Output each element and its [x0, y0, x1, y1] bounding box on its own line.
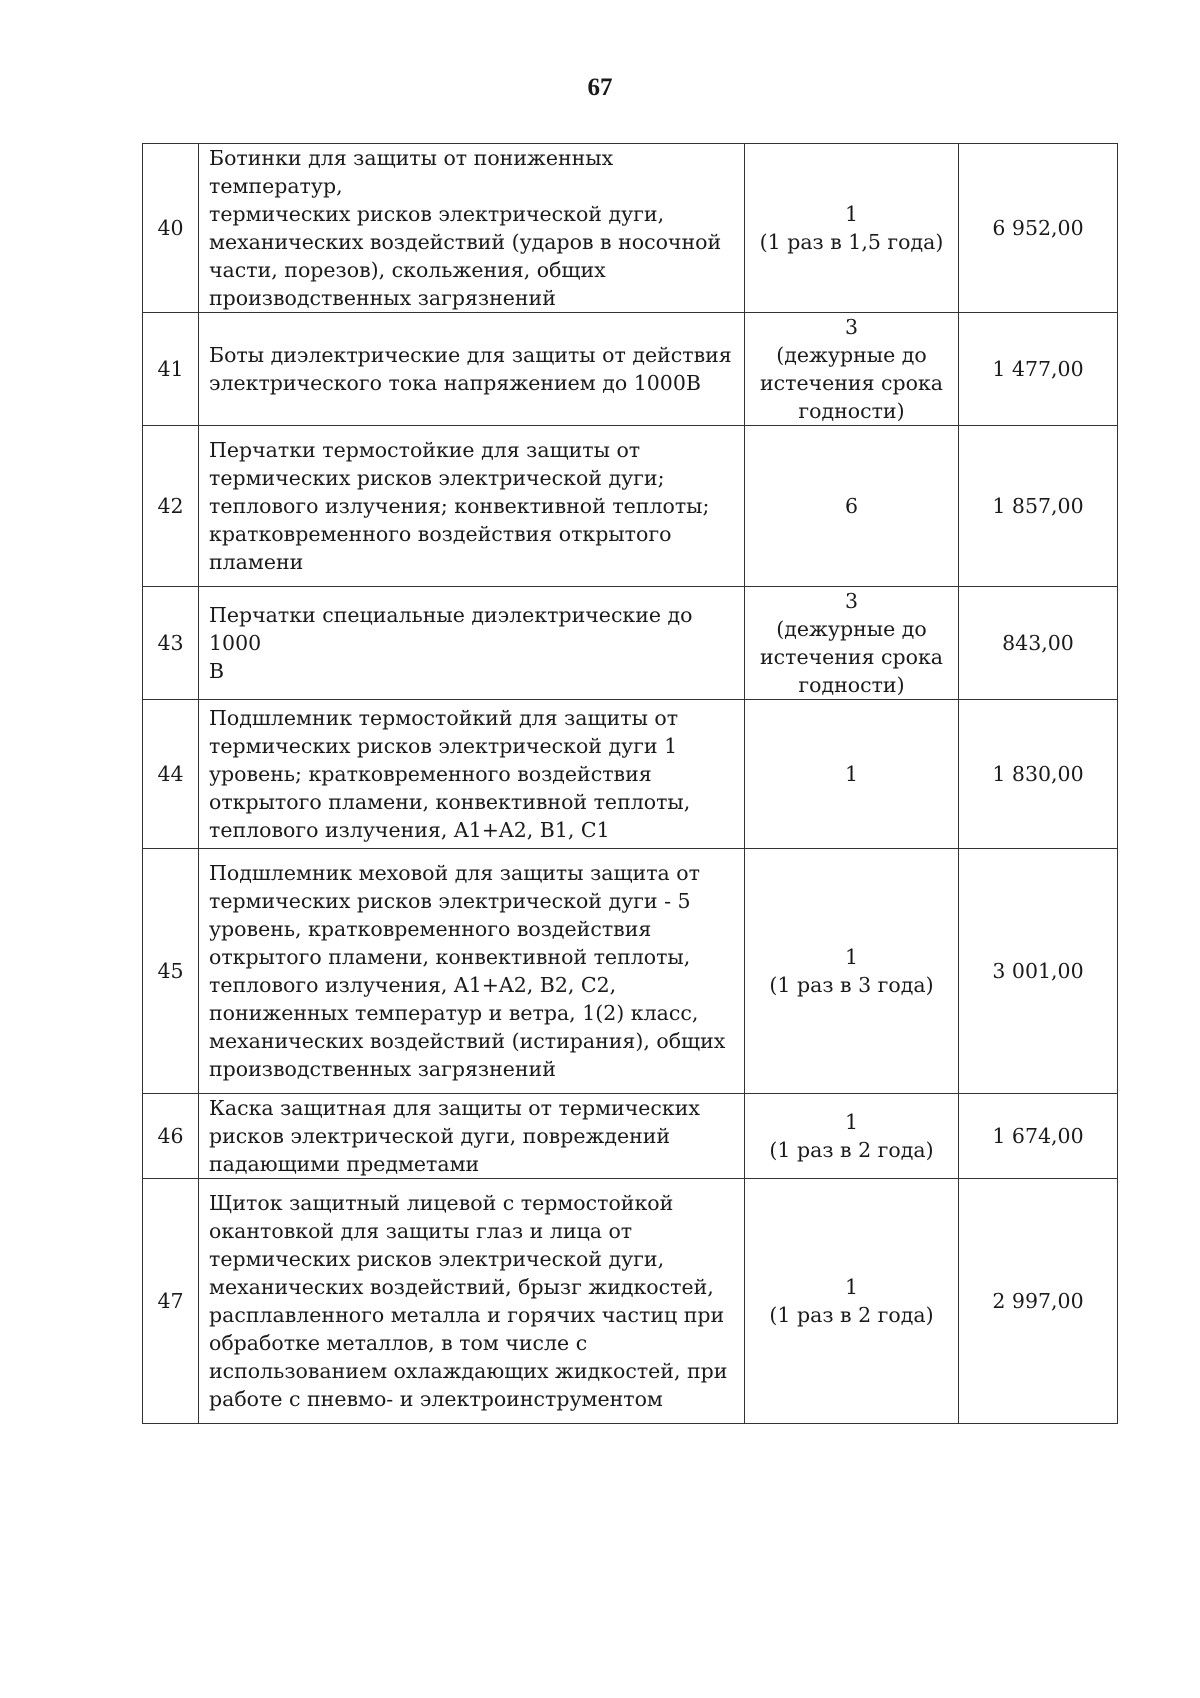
page-number: 67	[587, 74, 613, 101]
row-number: 41	[143, 313, 199, 426]
item-quantity-line: 3	[844, 315, 859, 339]
item-quantity-line: (1 раз в 2 года)	[769, 1303, 934, 1327]
item-name-line: производственных загрязнений	[209, 1057, 556, 1081]
row-number: 47	[143, 1179, 199, 1424]
item-quantity-line: истечения срока	[759, 645, 944, 669]
item-name-line: механических воздействий (ударов в носочной	[209, 230, 722, 254]
item-quantity-line: 1	[844, 1110, 859, 1134]
item-name-line: части, порезов), скольжения, общих	[209, 258, 606, 282]
item-price: 2 997,00	[959, 1179, 1118, 1424]
item-name-line: кратковременного воздействия открытого	[209, 522, 672, 546]
item-name-line: механических воздействий, брызг жидкостей,	[209, 1275, 714, 1299]
item-name-line: Каска защитная для защиты от термических	[209, 1096, 700, 1120]
item-quantity-line: 1	[844, 202, 859, 226]
item-name-line: термических рисков электрической дуги;	[209, 466, 665, 490]
item-quantity-line: (дежурные до	[776, 617, 927, 641]
item-name	[199, 700, 745, 849]
item-quantity	[745, 587, 959, 700]
item-name	[199, 144, 745, 313]
item-name-line: термических рисков электрической дуги,	[209, 1247, 665, 1271]
item-name	[199, 426, 745, 587]
item-name-line: окантовкой для защиты глаз и лица от	[209, 1219, 633, 1243]
item-name-line: расплавленного металла и горячих частиц при	[209, 1303, 725, 1327]
item-name-line: Перчатки специальные диэлектрические до 1000	[209, 603, 693, 655]
item-name-line: Перчатки термостойкие для защиты от	[209, 438, 641, 462]
item-price: 1 857,00	[959, 426, 1118, 587]
item-quantity	[745, 849, 959, 1094]
item-name-line: В	[209, 659, 225, 683]
item-price: 3 001,00	[959, 849, 1118, 1094]
item-name-line: термических рисков электрической дуги 1	[209, 734, 678, 758]
item-quantity	[745, 426, 959, 587]
row-number: 42	[143, 426, 199, 587]
item-name-line: пламени	[209, 550, 304, 574]
item-name-line: Боты диэлектрические для защиты от действия	[209, 343, 732, 367]
item-name-line: электрического тока напряжением до 1000В	[209, 371, 701, 395]
table-row	[143, 587, 1118, 700]
item-name-line: уровень, кратковременного воздействия	[209, 917, 652, 941]
item-name-line: обработке металлов, в том числе с	[209, 1331, 588, 1355]
item-quantity	[745, 1094, 959, 1179]
item-quantity-line: (1 раз в 3 года)	[769, 973, 934, 997]
item-quantity	[745, 1179, 959, 1424]
item-name	[199, 313, 745, 426]
item-name-line: производственных загрязнений	[209, 286, 556, 310]
item-price: 1 477,00	[959, 313, 1118, 426]
item-price: 6 952,00	[959, 144, 1118, 313]
table-row	[143, 313, 1118, 426]
row-number: 43	[143, 587, 199, 700]
item-quantity-line: 3	[844, 589, 859, 613]
item-quantity-line: 1	[844, 762, 859, 786]
item-name-line: рисков электрической дуги, повреждений	[209, 1124, 671, 1148]
item-name-line: падающими предметами	[209, 1152, 480, 1176]
item-name	[199, 1179, 745, 1424]
table-row	[143, 144, 1118, 313]
item-name-line: Подшлемник меховой для защиты защита от	[209, 861, 700, 885]
item-name-line: уровень; кратковременного воздействия	[209, 762, 652, 786]
item-name-line: механических воздействий (истирания), общих	[209, 1029, 726, 1053]
item-name-line: термических рисков электрической дуги,	[209, 202, 665, 226]
item-name	[199, 587, 745, 700]
item-quantity-line: (1 раз в 2 года)	[769, 1138, 934, 1162]
item-quantity	[745, 313, 959, 426]
ppe-table	[142, 143, 1118, 1424]
item-quantity	[745, 700, 959, 849]
table-body	[143, 144, 1118, 1424]
table-row	[143, 1094, 1118, 1179]
item-quantity-line: истечения срока	[759, 371, 944, 395]
item-quantity-line: годности)	[798, 399, 905, 423]
item-quantity	[745, 144, 959, 313]
row-number: 45	[143, 849, 199, 1094]
item-quantity-line: (дежурные до	[776, 343, 927, 367]
item-quantity-line: годности)	[798, 673, 905, 697]
item-quantity-line: 1	[844, 1275, 859, 1299]
item-name-line: термических рисков электрической дуги - 5	[209, 889, 691, 913]
item-name-line: теплового излучения, A1+A2, B2, C2,	[209, 973, 617, 997]
item-name-line: открытого пламени, конвективной теплоты,	[209, 790, 691, 814]
table-row	[143, 426, 1118, 587]
item-name-line: работе с пневмо- и электроинструментом	[209, 1387, 663, 1411]
item-price: 843,00	[959, 587, 1118, 700]
row-number: 46	[143, 1094, 199, 1179]
item-name-line: теплового излучения, A1+A2, B1, C1	[209, 818, 610, 842]
item-quantity-line: 1	[844, 945, 859, 969]
item-name	[199, 1094, 745, 1179]
item-price: 1 830,00	[959, 700, 1118, 849]
table-row	[143, 1179, 1118, 1424]
item-name-line: теплового излучения; конвективной теплоты;	[209, 494, 710, 518]
item-name-line: использованием охлаждающих жидкостей, при	[209, 1359, 728, 1383]
item-name	[199, 849, 745, 1094]
item-name-line: пониженных температур и ветра, 1(2) класс,	[209, 1001, 699, 1025]
item-name-line: Щиток защитный лицевой с термостойкой	[209, 1191, 674, 1215]
row-number: 40	[143, 144, 199, 313]
item-quantity-line: 6	[844, 494, 859, 518]
item-name-line: Подшлемник термостойкий для защиты от	[209, 706, 679, 730]
item-quantity-line: (1 раз в 1,5 года)	[759, 230, 944, 254]
row-number: 44	[143, 700, 199, 849]
item-name-line: открытого пламени, конвективной теплоты,	[209, 945, 691, 969]
item-price: 1 674,00	[959, 1094, 1118, 1179]
item-name-line: Ботинки для защиты от пониженных температур,	[209, 146, 614, 198]
table-row	[143, 849, 1118, 1094]
table-row	[143, 700, 1118, 849]
